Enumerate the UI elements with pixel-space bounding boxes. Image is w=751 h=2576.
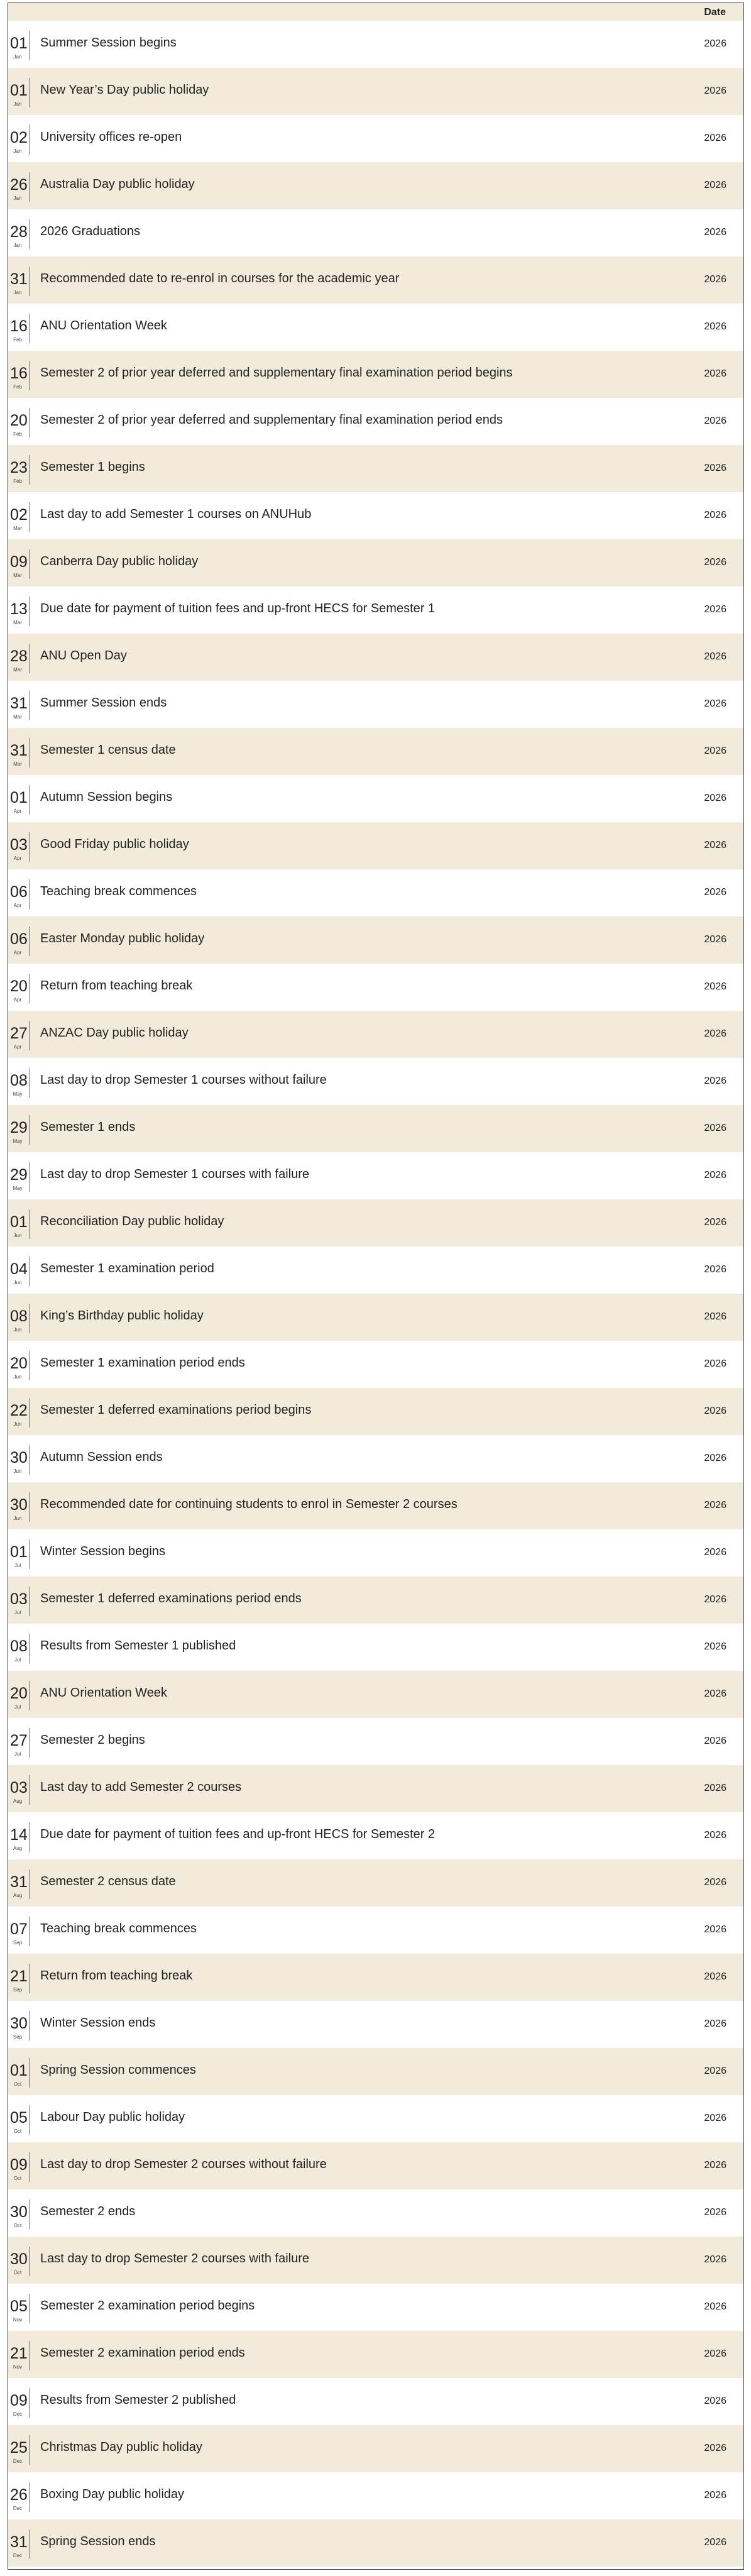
table-row (8, 1812, 743, 1859)
date-day: 28 (10, 647, 28, 665)
table-row (8, 2048, 743, 2095)
event-year: 2026 (704, 1453, 726, 1463)
event-title: ANU Orientation Week (40, 1686, 167, 1700)
date-month: Mar (13, 573, 22, 578)
event-title: Teaching break commences (40, 884, 197, 898)
date-day: 01 (10, 789, 28, 806)
date-day: 31 (10, 742, 28, 759)
table-row (8, 2425, 743, 2472)
date-month: Mar (13, 761, 22, 767)
table-row (8, 1907, 743, 1954)
date-month: Dec (13, 2411, 23, 2417)
date-month: Oct (13, 2128, 22, 2134)
date-day: 09 (10, 2392, 28, 2409)
table-row (8, 586, 743, 634)
date-day: 03 (10, 836, 28, 854)
event-title: Summer Session ends (40, 696, 167, 710)
date-day: 25 (10, 2439, 28, 2457)
table-row (8, 681, 743, 728)
table-row (8, 2237, 743, 2284)
date-day: 09 (10, 553, 28, 571)
date-column-header: Date (704, 7, 726, 18)
date-month: Feb (13, 478, 22, 484)
table-row (8, 2095, 743, 2142)
date-month: Dec (13, 2458, 23, 2464)
date-month: Mar (13, 620, 22, 625)
table-row (8, 21, 743, 68)
date-month: Nov (13, 2317, 23, 2323)
date-day: 30 (10, 2250, 28, 2268)
date-day: 01 (10, 1543, 28, 1561)
event-year: 2026 (704, 793, 726, 803)
date-month: Apr (13, 903, 22, 908)
date-month: Feb (13, 384, 22, 390)
event-year: 2026 (704, 2207, 726, 2218)
table-row (8, 2189, 743, 2237)
date-day: 20 (10, 1355, 28, 1372)
event-title: Semester 2 census date (40, 1874, 176, 1888)
event-title: Due date for payment of tuition fees and up-front HECS for Semester 1 (40, 602, 436, 615)
date-month: Apr (13, 808, 22, 814)
date-day: 16 (10, 365, 28, 382)
table-row (8, 2378, 743, 2425)
date-day: 14 (10, 1826, 28, 1844)
event-year: 2026 (704, 934, 726, 945)
event-title: Reconciliation Day public holiday (40, 1214, 224, 1228)
table-row (8, 1577, 743, 1624)
date-day: 20 (10, 412, 28, 429)
event-year: 2026 (704, 2443, 726, 2453)
table-row (8, 1058, 743, 1105)
event-title: Due date for payment of tuition fees and up-front HECS for Semester 2 (40, 1827, 436, 1841)
table-row (8, 775, 743, 822)
date-day: 28 (10, 223, 28, 241)
event-year: 2026 (704, 2348, 726, 2359)
date-month: Oct (13, 2176, 22, 2181)
event-title: Last day to add Semester 1 courses on ANUHub (40, 507, 312, 521)
date-day: 13 (10, 600, 28, 618)
event-year: 2026 (704, 2396, 726, 2406)
date-month: Mar (13, 714, 22, 720)
date-month: Jun (13, 1421, 22, 1427)
table-row (8, 2284, 743, 2331)
event-title: Autumn Session begins (40, 790, 173, 804)
date-month: Nov (13, 2364, 23, 2370)
table-row (8, 1624, 743, 1671)
event-title: Spring Session ends (40, 2535, 156, 2548)
date-day: 05 (10, 2109, 28, 2127)
date-day: 21 (10, 2345, 28, 2362)
event-year: 2026 (704, 698, 726, 709)
table-row (8, 964, 743, 1011)
date-month: Aug (13, 1798, 23, 1804)
event-title: Australia Day public holiday (40, 177, 195, 191)
event-year: 2026 (704, 1924, 726, 1935)
date-day: 31 (10, 1873, 28, 1891)
event-year: 2026 (704, 1500, 726, 1511)
event-year: 2026 (704, 1594, 726, 1605)
date-day: 27 (10, 1025, 28, 1042)
table-row (8, 1435, 743, 1482)
event-year: 2026 (704, 463, 726, 473)
date-month: Jul (14, 1657, 21, 1663)
event-year: 2026 (704, 1877, 726, 1888)
date-month: Sep (13, 1940, 23, 1946)
date-day: 20 (10, 977, 28, 995)
event-year: 2026 (704, 38, 726, 49)
date-day: 02 (10, 129, 28, 146)
date-day: 06 (10, 883, 28, 901)
date-day: 03 (10, 1590, 28, 1608)
event-title: Results from Semester 2 published (40, 2393, 236, 2407)
table-row (8, 1341, 743, 1388)
event-title: King’s Birthday public holiday (40, 1309, 204, 1323)
table-row (8, 2472, 743, 2519)
table-header (8, 3, 743, 21)
table-row (8, 1671, 743, 1718)
date-month: Jul (14, 1704, 21, 1710)
date-month: Oct (13, 2270, 22, 2276)
date-month: Oct (13, 2081, 22, 2087)
date-month: Jun (13, 1468, 22, 1474)
date-day: 31 (10, 2533, 28, 2551)
date-day: 16 (10, 317, 28, 335)
date-month: Mar (13, 667, 22, 673)
table-row (8, 1954, 743, 2001)
table-row (8, 634, 743, 681)
event-title: Semester 2 examination period begins (40, 2299, 255, 2313)
event-year: 2026 (704, 557, 726, 568)
date-month: Apr (13, 1044, 22, 1050)
date-month: Feb (13, 431, 22, 437)
date-day: 30 (10, 2015, 28, 2032)
event-year: 2026 (704, 746, 726, 756)
event-title: Last day to drop Semester 2 courses without failure (40, 2157, 327, 2171)
event-title: Boxing Day public holiday (40, 2487, 185, 2501)
table-row (8, 398, 743, 445)
event-title: Last day to drop Semester 1 courses without failure (40, 1073, 327, 1087)
event-year: 2026 (704, 416, 726, 426)
date-month: Jun (13, 1280, 22, 1285)
event-title: ANZAC Day public holiday (40, 1026, 189, 1040)
event-year: 2026 (704, 604, 726, 615)
date-month: Dec (13, 2506, 23, 2511)
table-row (8, 256, 743, 304)
event-title: Good Friday public holiday (40, 837, 189, 851)
event-title: Summer Session begins (40, 36, 177, 50)
date-month: Apr (13, 856, 22, 861)
event-title: Semester 2 of prior year deferred and supplementary final examination period ends (40, 413, 503, 427)
date-day: 26 (10, 176, 28, 194)
event-year: 2026 (704, 1123, 726, 1133)
date-month: Jan (13, 195, 22, 201)
table-row (8, 822, 743, 869)
event-year: 2026 (704, 1783, 726, 1793)
date-day: 31 (10, 695, 28, 712)
event-title: Winter Session ends (40, 2016, 156, 2030)
event-year: 2026 (704, 2537, 726, 2548)
table-row (8, 1105, 743, 1152)
date-day: 01 (10, 35, 28, 52)
date-month: May (13, 1138, 23, 1144)
event-title: Semester 1 begins (40, 460, 145, 474)
event-title: University offices re-open (40, 130, 182, 144)
event-title: Return from teaching break (40, 1969, 193, 1983)
date-month: Jan (13, 243, 22, 248)
date-month: Jul (14, 1563, 21, 1568)
date-month: Feb (13, 337, 22, 343)
event-title: Last day to drop Semester 1 courses with failure (40, 1167, 309, 1181)
date-month: Jan (13, 148, 22, 154)
event-year: 2026 (704, 85, 726, 96)
event-title: Winter Session begins (40, 1544, 165, 1558)
table-row (8, 162, 743, 209)
table-body (8, 21, 743, 2567)
table-row (8, 68, 743, 115)
event-title: Semester 1 examination period ends (40, 1356, 245, 1370)
table-row (8, 1152, 743, 1199)
event-year: 2026 (704, 2490, 726, 2501)
event-year: 2026 (704, 1547, 726, 1558)
date-day: 01 (10, 2062, 28, 2079)
event-title: Semester 1 census date (40, 743, 176, 757)
date-day: 09 (10, 2156, 28, 2174)
event-year: 2026 (704, 227, 726, 238)
event-title: New Year’s Day public holiday (40, 83, 209, 97)
table-row (8, 916, 743, 964)
event-title: ANU Open Day (40, 649, 127, 663)
event-year: 2026 (704, 1971, 726, 1982)
event-year: 2026 (704, 1076, 726, 1086)
event-title: Easter Monday public holiday (40, 932, 205, 945)
date-day: 27 (10, 1732, 28, 1749)
date-day: 07 (10, 1920, 28, 1938)
event-title: Semester 2 examination period ends (40, 2346, 245, 2360)
event-year: 2026 (704, 2160, 726, 2171)
event-title: Semester 1 deferred examinations period begins (40, 1403, 312, 1417)
table-row (8, 2519, 743, 2567)
event-year: 2026 (704, 133, 726, 143)
event-title: Recommended date to re-enrol in courses for the academic year (40, 272, 400, 285)
event-title: ANU Orientation Week (40, 319, 167, 333)
event-year: 2026 (704, 1830, 726, 1841)
date-month: Jul (14, 1610, 21, 1616)
date-month: Aug (13, 1846, 23, 1851)
table-row (8, 1718, 743, 1765)
table-row (8, 1482, 743, 1529)
event-title: Semester 2 of prior year deferred and supplementary final examination period begins (40, 366, 513, 380)
event-year: 2026 (704, 1406, 726, 1416)
event-year: 2026 (704, 651, 726, 662)
date-day: 30 (10, 1496, 28, 1514)
event-title: 2026 Graduations (40, 224, 141, 238)
date-day: 29 (10, 1119, 28, 1137)
date-month: Apr (13, 950, 22, 955)
table-row (8, 1529, 743, 1577)
event-year: 2026 (704, 180, 726, 190)
date-day: 02 (10, 506, 28, 524)
date-day: 20 (10, 1685, 28, 1702)
event-year: 2026 (704, 2018, 726, 2029)
date-day: 01 (10, 82, 28, 99)
date-day: 21 (10, 1968, 28, 1985)
date-month: Jun (13, 1233, 22, 1238)
date-month: Sep (13, 2034, 23, 2040)
event-year: 2026 (704, 510, 726, 520)
event-title: Christmas Day public holiday (40, 2440, 202, 2454)
event-title: Spring Session commences (40, 2063, 196, 2077)
event-title: Semester 1 ends (40, 1120, 136, 1134)
date-day: 08 (10, 1072, 28, 1089)
date-day: 06 (10, 930, 28, 948)
event-year: 2026 (704, 1736, 726, 1746)
date-month: May (13, 1091, 23, 1097)
event-title: Results from Semester 1 published (40, 1639, 236, 1653)
date-day: 08 (10, 1638, 28, 1655)
date-month: Jun (13, 1327, 22, 1333)
date-month: May (13, 1186, 23, 1191)
event-title: Semester 1 examination period (40, 1262, 214, 1275)
date-month: Mar (13, 526, 22, 531)
table-row (8, 2001, 743, 2048)
event-year: 2026 (704, 1217, 726, 1228)
date-month: Sep (13, 1987, 23, 1993)
table-row (8, 445, 743, 492)
event-year: 2026 (704, 840, 726, 850)
date-day: 04 (10, 1260, 28, 1278)
table-row (8, 351, 743, 398)
event-year: 2026 (704, 2301, 726, 2312)
event-year: 2026 (704, 1311, 726, 1322)
table-row (8, 1199, 743, 1247)
event-year: 2026 (704, 2066, 726, 2076)
table-row (8, 492, 743, 539)
date-month: Jun (13, 1374, 22, 1380)
date-day: 30 (10, 2203, 28, 2221)
event-title: Autumn Session ends (40, 1450, 163, 1464)
table-row (8, 1388, 743, 1435)
event-title: Semester 2 ends (40, 2204, 136, 2218)
table-row (8, 1765, 743, 1812)
date-month: Dec (13, 2553, 23, 2558)
date-day: 03 (10, 1779, 28, 1797)
table-row (8, 728, 743, 775)
date-day: 31 (10, 270, 28, 288)
event-year: 2026 (704, 1264, 726, 1275)
date-month: Jan (13, 54, 22, 60)
table-row (8, 2331, 743, 2378)
event-title: Teaching break commences (40, 1922, 197, 1935)
event-title: Semester 2 begins (40, 1733, 145, 1747)
table-row (8, 869, 743, 916)
event-title: Last day to drop Semester 2 courses with failure (40, 2252, 309, 2265)
date-month: Oct (13, 2223, 22, 2228)
event-year: 2026 (704, 1358, 726, 1369)
event-title: Recommended date for continuing students to enrol in Semester 2 courses (40, 1497, 458, 1511)
table-row (8, 209, 743, 256)
date-day: 30 (10, 1449, 28, 1467)
event-year: 2026 (704, 887, 726, 898)
event-year: 2026 (704, 1688, 726, 1699)
event-year: 2026 (704, 321, 726, 332)
event-year: 2026 (704, 1028, 726, 1039)
event-title: Canberra Day public holiday (40, 554, 199, 568)
date-day: 05 (10, 2298, 28, 2315)
date-day: 29 (10, 1166, 28, 1184)
date-day: 01 (10, 1213, 28, 1231)
date-month: Apr (13, 997, 22, 1003)
table-row (8, 1011, 743, 1058)
event-year: 2026 (704, 981, 726, 992)
event-year: 2026 (704, 2254, 726, 2265)
event-year: 2026 (704, 274, 726, 285)
event-title: Return from teaching break (40, 979, 193, 993)
table-row (8, 539, 743, 586)
event-year: 2026 (704, 368, 726, 379)
table-row (8, 1247, 743, 1294)
date-month: Jan (13, 290, 22, 295)
date-day: 22 (10, 1402, 28, 1419)
date-month: Jan (13, 101, 22, 107)
calendar-table (8, 3, 744, 2570)
table-row (8, 115, 743, 162)
table-row (8, 1294, 743, 1341)
table-row (8, 1859, 743, 1907)
date-day: 23 (10, 459, 28, 476)
event-title: Last day to add Semester 2 courses (40, 1780, 242, 1794)
event-title: Semester 1 deferred examinations period ends (40, 1592, 302, 1605)
event-title: Labour Day public holiday (40, 2110, 185, 2124)
event-year: 2026 (704, 1641, 726, 1652)
table-row (8, 2142, 743, 2189)
date-day: 26 (10, 2486, 28, 2504)
event-year: 2026 (704, 2113, 726, 2123)
event-year: 2026 (704, 1170, 726, 1181)
date-day: 08 (10, 1307, 28, 1325)
date-month: Aug (13, 1893, 23, 1898)
table-row (8, 304, 743, 351)
date-month: Jul (14, 1751, 21, 1757)
date-month: Jun (13, 1516, 22, 1521)
